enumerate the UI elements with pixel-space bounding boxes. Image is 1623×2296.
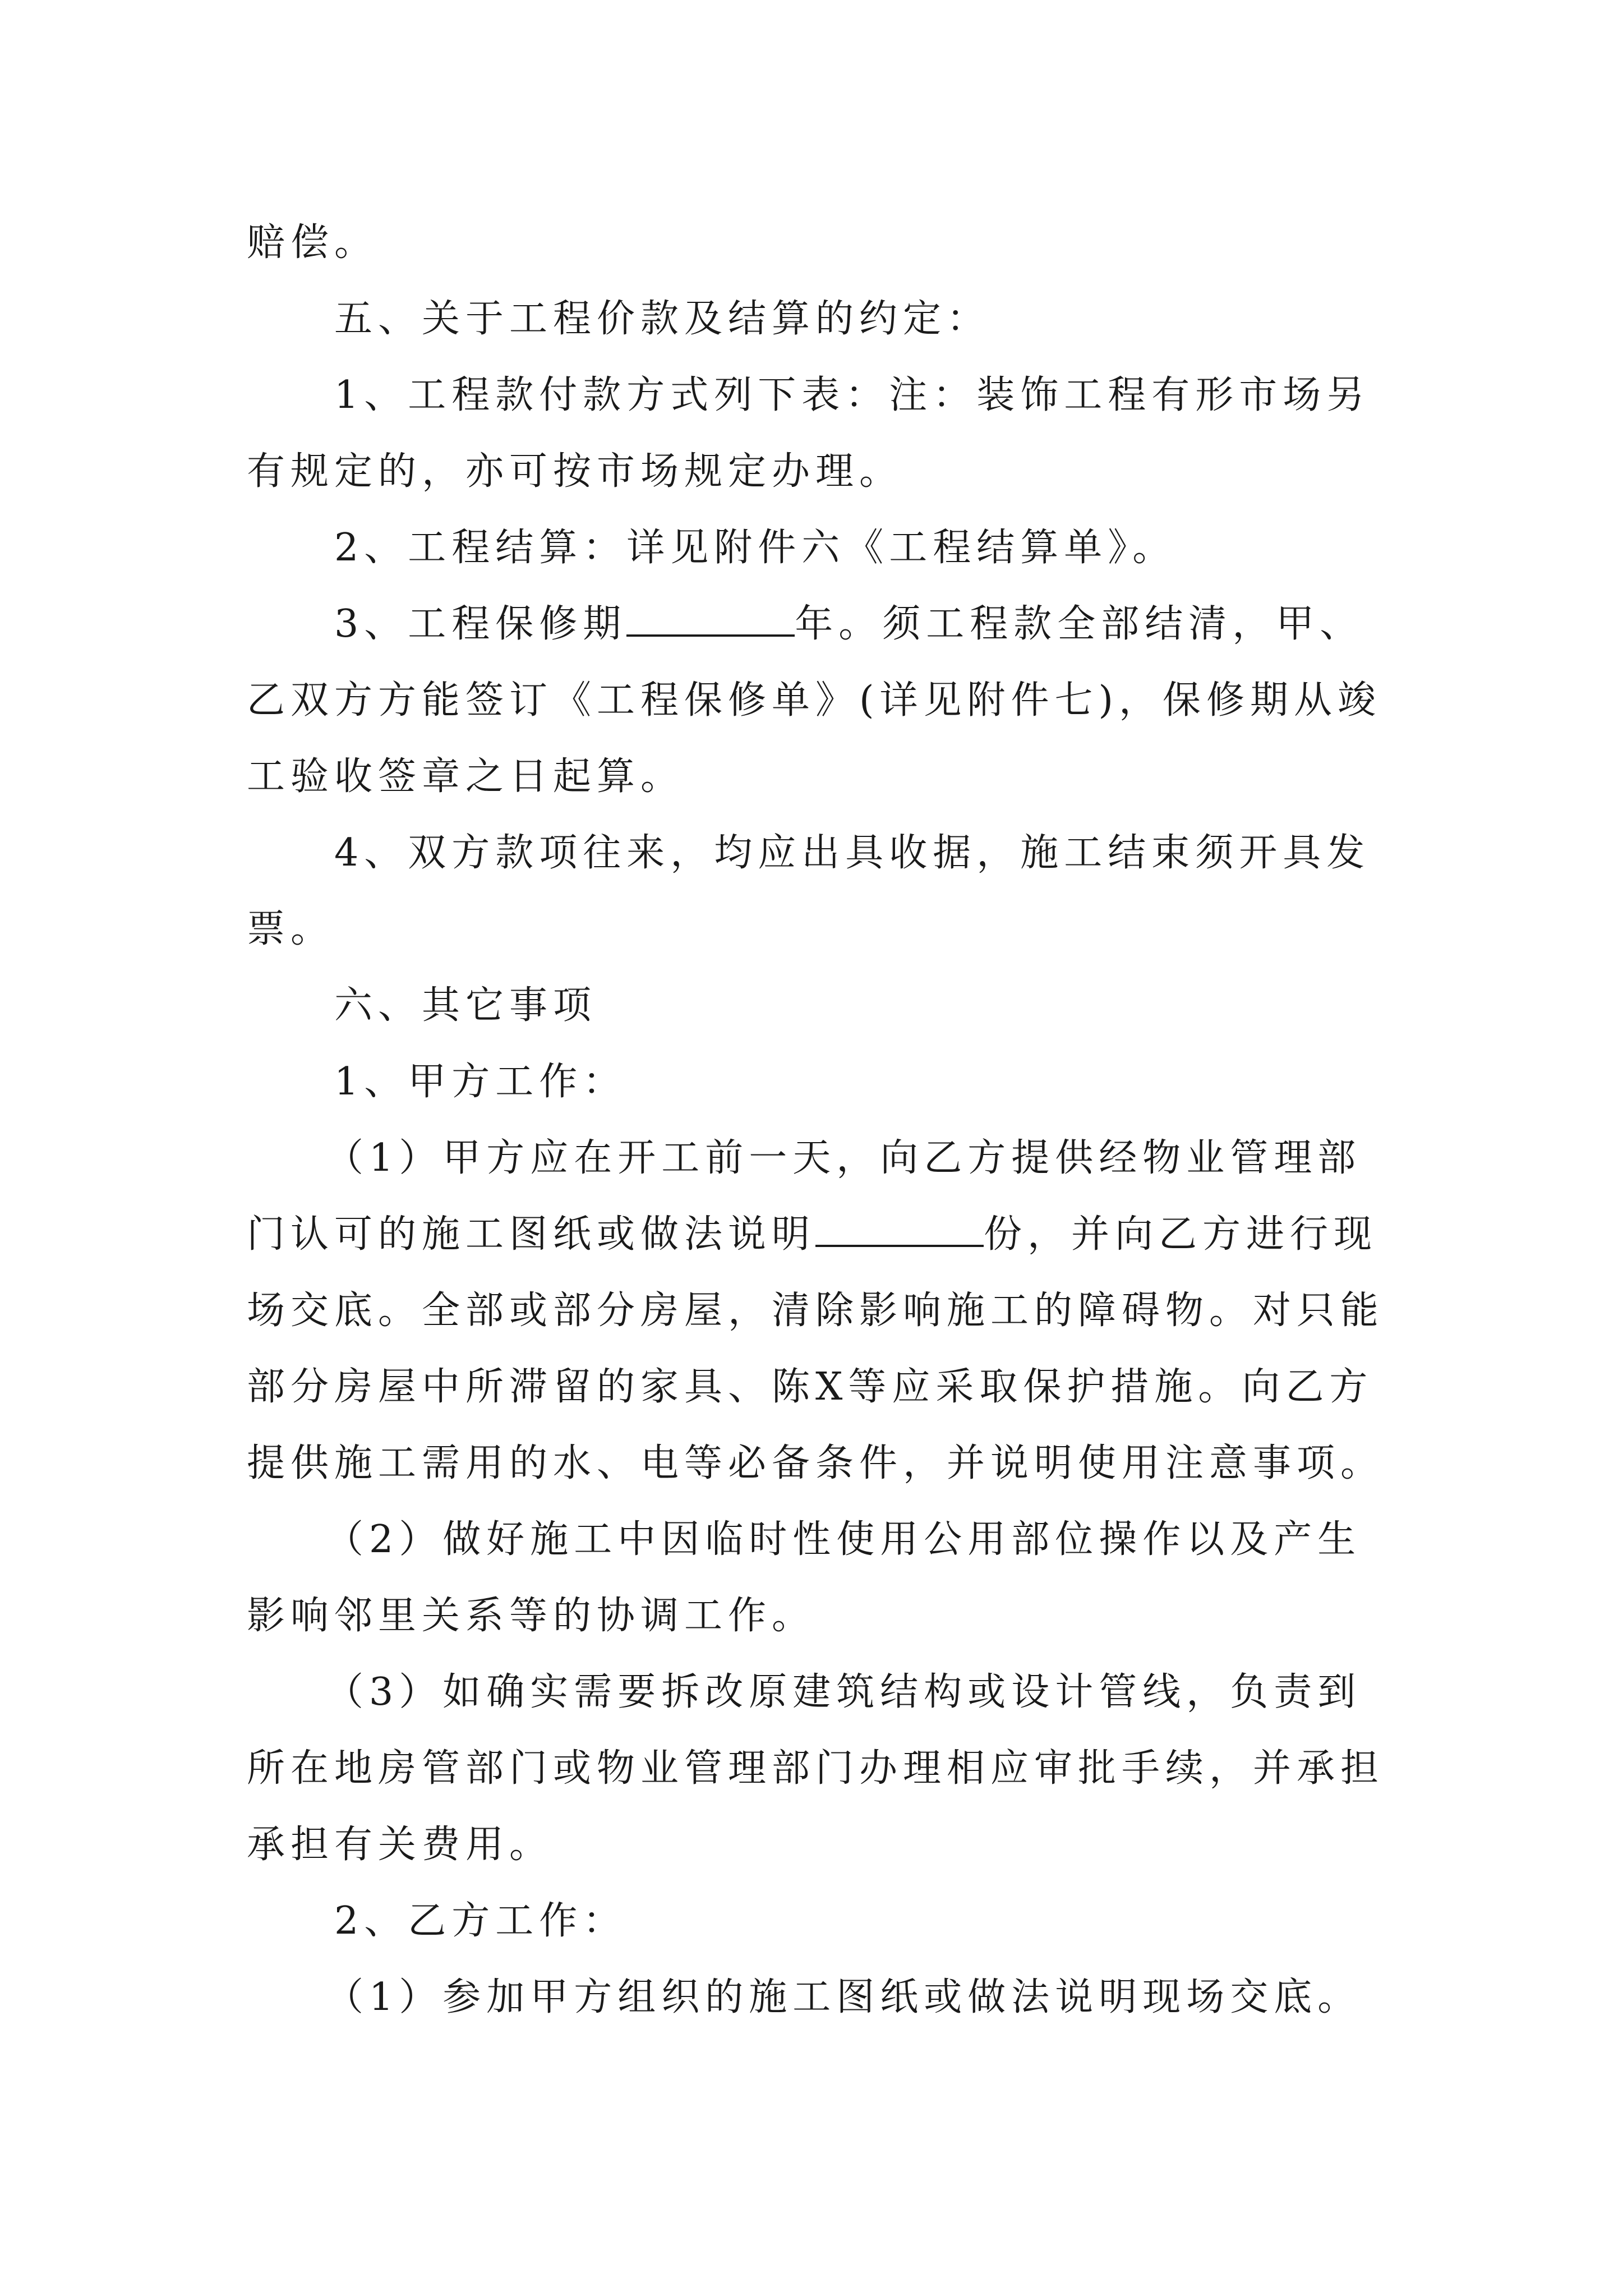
text-segment: 门认可的施工图纸或做法说明 <box>247 1212 816 1257</box>
text-line: 工验收签章之日起算。 <box>247 754 685 799</box>
text-line <box>247 586 1391 662</box>
text-line: （1）参加甲方组织的施工图纸或做法说明现场交底。 <box>325 1975 1362 2019</box>
text-line: 部分房屋中所滞留的家具、陈X等应采取保护措施。向乙方 <box>247 1365 1373 1409</box>
text-line: （1）甲方应在开工前一天，向乙方提供经物业管理部 <box>325 1136 1362 1180</box>
subsection-heading: 2、乙方工作： <box>334 1899 627 1943</box>
text-line: 4、双方款项往来，均应出具收据，施工结束须开具发 <box>334 831 1371 875</box>
fill-in-blank[interactable] <box>626 601 795 637</box>
text-line: 2、工程结算：详见附件六《工程结算单》。 <box>334 526 1177 570</box>
text-line: 提供施工需用的水、电等必备条件，并说明使用注意事项。 <box>247 1441 1385 1485</box>
text-segment: 3、工程保修期 <box>334 602 627 646</box>
text-line: 票。 <box>247 907 335 951</box>
text-line <box>247 1197 1391 1273</box>
section-heading: 五、关于工程价款及结算的约定： <box>334 297 991 341</box>
section-heading: 六、其它事项 <box>334 983 597 1028</box>
text-line: 场交底。全部或部分房屋，清除影响施工的障碍物。对只能 <box>247 1289 1385 1333</box>
text-line: 赔偿。 <box>247 220 379 265</box>
text-line: （2）做好施工中因临时性使用公用部位操作以及产生 <box>325 1517 1362 1562</box>
text-line: 所在地房管部门或物业管理部门办理相应审批手续，并承担 <box>247 1746 1385 1791</box>
text-line: （3）如确实需要拆改原建筑结构或设计管线，负责到 <box>325 1670 1362 1714</box>
text-line: 有规定的，亦可按市场规定办理。 <box>247 449 903 494</box>
subsection-heading: 1、甲方工作： <box>334 1060 627 1104</box>
text-line: 1、工程款付款方式列下表：注：装饰工程有形市场另 <box>334 373 1371 417</box>
document-body <box>247 205 1391 2036</box>
text-segment: 年。须工程款全部结清，甲、 <box>795 602 1364 646</box>
text-line: 承担有关费用。 <box>247 1823 554 1867</box>
text-line: 影响邻里关系等的协调工作。 <box>247 1594 816 1638</box>
text-line: 乙双方方能签订《工程保修单》(详见附件七)，保修期从竣 <box>247 678 1382 723</box>
fill-in-blank[interactable] <box>815 1211 984 1247</box>
text-segment: 份，并向乙方进行现 <box>984 1212 1378 1257</box>
